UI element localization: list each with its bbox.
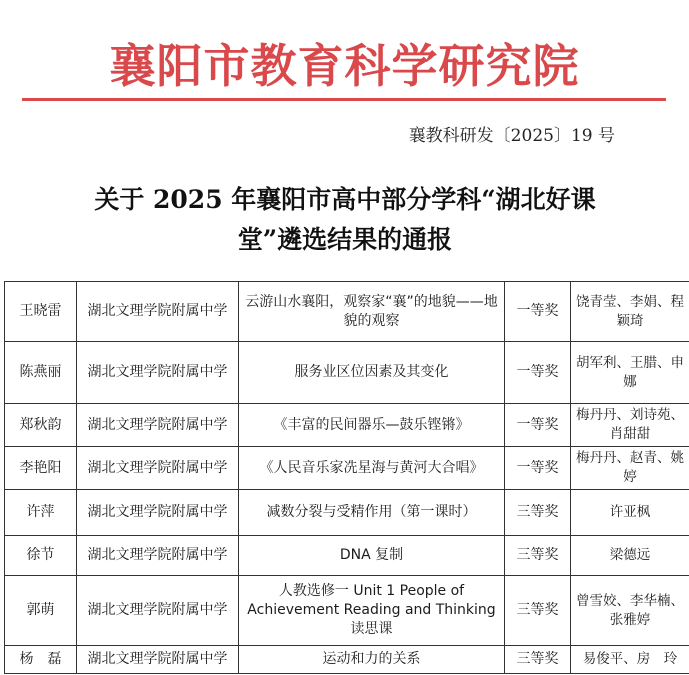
award-level: 三等奖 xyxy=(505,536,571,576)
lesson-topic: 《人民音乐家冼星海与黄河大合唱》 xyxy=(239,447,505,490)
mentor-names: 易俊平、房 玲 xyxy=(571,646,689,674)
mentor-names: 许亚枫 xyxy=(571,490,689,536)
school-name: 湖北文理学院附属中学 xyxy=(77,646,239,674)
table-row xyxy=(5,576,689,646)
teacher-name: 陈燕丽 xyxy=(5,342,77,404)
award-level: 三等奖 xyxy=(505,490,571,536)
teacher-name: 郑秋韵 xyxy=(5,404,77,447)
notice-title-line-2: 堂”遴选结果的通报 xyxy=(237,225,453,254)
teacher-name: 徐节 xyxy=(5,536,77,576)
school-name: 湖北文理学院附属中学 xyxy=(77,536,239,576)
table-row xyxy=(5,404,689,447)
award-level: 一等奖 xyxy=(505,404,571,447)
lesson-topic: 人教选修一 Unit 1 People of Achievement Reading and Thinking 读思课 xyxy=(239,576,505,646)
lesson-topic: 《丰富的民间器乐—鼓乐铿锵》 xyxy=(239,404,505,447)
teacher-name: 许萍 xyxy=(5,490,77,536)
award-level: 一等奖 xyxy=(505,282,571,342)
results-table xyxy=(4,281,689,674)
teacher-name: 王晓雷 xyxy=(5,282,77,342)
table-row xyxy=(5,342,689,404)
document-number: 襄教科研发〔2025〕19 号 xyxy=(408,126,615,146)
notice-title xyxy=(40,180,650,260)
award-level: 三等奖 xyxy=(505,576,571,646)
teacher-name: 郭萌 xyxy=(5,576,77,646)
award-level: 一等奖 xyxy=(505,342,571,404)
mentor-names: 曾雪姣、李华楠、张雅婷 xyxy=(571,576,689,646)
mentor-names: 饶青莹、李娟、程颖琦 xyxy=(571,282,689,342)
school-name: 湖北文理学院附属中学 xyxy=(77,447,239,490)
mentor-names: 胡军利、王腊、申娜 xyxy=(571,342,689,404)
red-header-rule xyxy=(22,98,666,101)
table-row xyxy=(5,282,689,342)
award-level: 一等奖 xyxy=(505,447,571,490)
results-table-container xyxy=(4,281,689,674)
issuing-organization-title: 襄阳市教育科学研究院 xyxy=(109,39,580,93)
lesson-topic: 运动和力的关系 xyxy=(239,646,505,674)
table-row xyxy=(5,536,689,576)
teacher-name: 李艳阳 xyxy=(5,447,77,490)
mentor-names: 梁德远 xyxy=(571,536,689,576)
notice-title-line-1: 关于 2025 年襄阳市高中部分学科“湖北好课 xyxy=(94,185,596,214)
school-name: 湖北文理学院附属中学 xyxy=(77,490,239,536)
school-name: 湖北文理学院附属中学 xyxy=(77,404,239,447)
school-name: 湖北文理学院附属中学 xyxy=(77,576,239,646)
award-level: 三等奖 xyxy=(505,646,571,674)
table-row xyxy=(5,447,689,490)
mentor-names: 梅丹丹、赵青、姚婷 xyxy=(571,447,689,490)
school-name: 湖北文理学院附属中学 xyxy=(77,282,239,342)
teacher-name: 杨 磊 xyxy=(5,646,77,674)
table-row xyxy=(5,490,689,536)
lesson-topic: 减数分裂与受精作用（第一课时） xyxy=(239,490,505,536)
lesson-topic: 云游山水襄阳，观察家“襄”的地貌——地貌的观察 xyxy=(239,282,505,342)
lesson-topic: 服务业区位因素及其变化 xyxy=(239,342,505,404)
lesson-topic: DNA 复制 xyxy=(239,536,505,576)
mentor-names: 梅丹丹、刘诗苑、肖甜甜 xyxy=(571,404,689,447)
school-name: 湖北文理学院附属中学 xyxy=(77,342,239,404)
table-row xyxy=(5,646,689,674)
